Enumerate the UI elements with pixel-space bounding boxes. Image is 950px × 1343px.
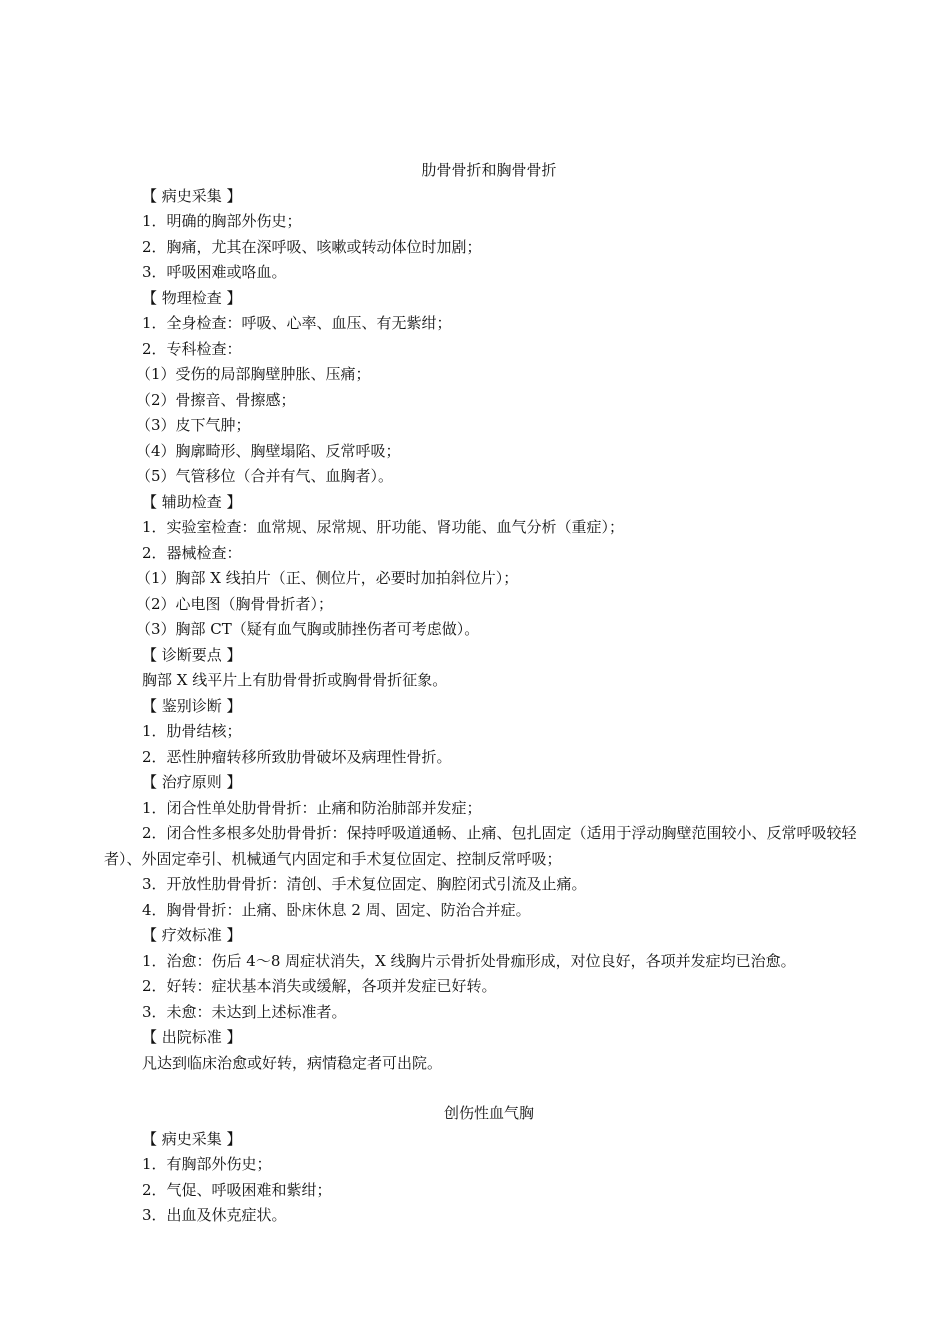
section-heading: 【 诊断要点 】 xyxy=(142,645,242,664)
text-line: 3．出血及休克症状。 xyxy=(142,1206,287,1224)
section-title: 肋骨骨折和胸骨骨折 xyxy=(421,161,557,179)
section-rib-sternum-fracture xyxy=(104,158,874,1076)
section-heading: 【 病史采集 】 xyxy=(142,186,242,205)
sub-item: （3）皮下气肿； xyxy=(136,416,251,434)
sub-item: （2）心电图（胸骨骨折者）； xyxy=(136,594,334,613)
text-line: 3．未愈：未达到上述标准者。 xyxy=(142,1002,347,1021)
sub-item: （5）气管移位（合并有气、血胸者）。 xyxy=(136,467,394,485)
section-heading: 【 出院标准 】 xyxy=(142,1028,242,1046)
text-line: 2．器械检查： xyxy=(142,543,242,562)
text-line: 1．全身检查：呼吸、心率、血压、有无紫绀； xyxy=(142,314,452,332)
section-heading: 【 治疗原则 】 xyxy=(142,773,242,791)
text-line: 胸部 X 线平片上有肋骨骨折或胸骨骨折征象。 xyxy=(142,671,448,689)
text-line: 3．开放性肋骨骨折：清创、手术复位固定、胸腔闭式引流及止痛。 xyxy=(142,875,587,893)
sub-item: （1）受伤的局部胸壁肿胀、压痛； xyxy=(136,365,371,383)
text-line: 1．闭合性单处肋骨骨折：止痛和防治肺部并发症； xyxy=(142,798,482,817)
text-line: 1．有胸部外伤史； xyxy=(142,1155,272,1173)
text-line: 2．气促、呼吸困难和紫绀； xyxy=(142,1180,332,1199)
section-heading: 【 鉴别诊断 】 xyxy=(142,696,242,715)
section-heading: 【 物理检查 】 xyxy=(142,288,242,307)
text-line: 1．明确的胸部外伤史； xyxy=(142,212,302,230)
text-line: 2．胸痛，尤其在深呼吸、咳嗽或转动体位时加剧； xyxy=(142,237,482,256)
text-line: 4．胸骨骨折：止痛、卧床休息 2 周、固定、防治合并症。 xyxy=(142,900,531,919)
sub-item: （1）胸部 X 线拍片（正、侧位片，必要时加拍斜位片）； xyxy=(136,569,519,587)
sub-item: （2）骨擦音、骨擦感； xyxy=(136,390,296,409)
text-line: 凡达到临床治愈或好转，病情稳定者可出院。 xyxy=(142,1053,443,1072)
section-heading: 【 疗效标准 】 xyxy=(142,926,242,944)
text-line: 1．肋骨结核； xyxy=(142,722,242,740)
section-heading: 【 辅助检查 】 xyxy=(142,492,242,511)
section-traumatic-hemopneumothorax xyxy=(104,1101,874,1229)
sub-item: （3）胸部 CT（疑有血气胸或肺挫伤者可考虑做）。 xyxy=(136,620,480,638)
document-page xyxy=(104,158,874,1229)
text-line: 1．治愈：伤后 4～8 周症状消失，X 线胸片示骨折处骨痂形成，对位良好，各项并发症均已治愈。 xyxy=(142,951,796,970)
text-line: 2．好转：症状基本消失或缓解，各项并发症已好转。 xyxy=(142,977,497,995)
text-line: 2．恶性肿瘤转移所致肋骨破坏及病理性骨折。 xyxy=(142,747,452,766)
text-line: 1．实验室检查：血常规、尿常规、肝功能、肾功能、血气分析（重症）； xyxy=(142,518,625,536)
section-body xyxy=(104,1127,874,1229)
section-heading: 【 病史采集 】 xyxy=(142,1129,242,1148)
text-line: 3．呼吸困难或咯血。 xyxy=(142,263,287,281)
text-line: 2．专科检查： xyxy=(142,339,242,358)
sub-item: （4）胸廓畸形、胸壁塌陷、反常呼吸； xyxy=(136,441,401,460)
text-line: 2．闭合性多根多处肋骨骨折：保持呼吸道通畅、止痛、包扎固定（适用于浮动胸壁范围较小、反常呼吸较轻者）、外固定牵引、机械通气内固定和手术复位固定、控制反常呼吸； xyxy=(104,824,857,868)
section-title: 创伤性血气胸 xyxy=(443,1104,534,1122)
section-body xyxy=(104,184,874,1077)
